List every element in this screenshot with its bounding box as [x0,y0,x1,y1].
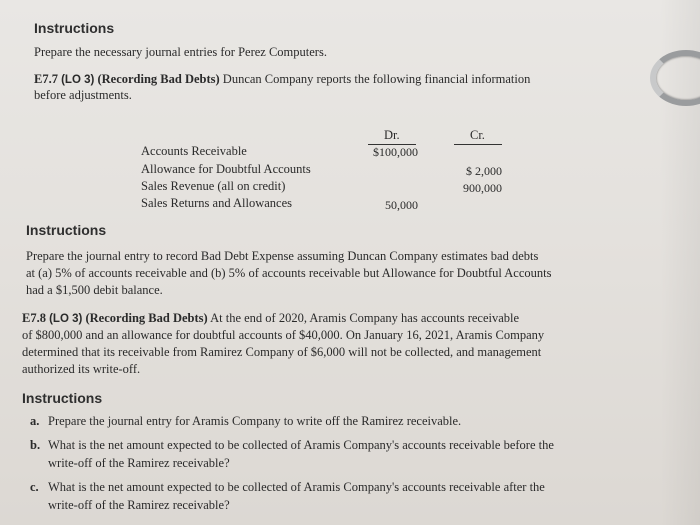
list-item-c-line2: write-off of the Ramirez receivable? [48,498,230,512]
list-item-c [30,478,545,496]
list-item-b-line2: write-off of the Ramirez receivable? [48,456,230,470]
exercise-number: E7.7 [34,72,58,86]
exercise-text: Duncan Company reports the following financial information [222,72,531,86]
e78-text-line3: determined that its receivable from Ramirez Company of $6,000 will not be collected, and management [22,345,542,359]
list-text: What is the net amount expected to be collected of Aramis Company's accounts receivable before the [48,438,554,452]
e77-instructions-line1: Prepare the journal entry to record Bad Debt Expense assuming Duncan Company estimates bad debts [26,249,539,263]
cr-header-rule [454,144,502,145]
top-instructions-text: Prepare the necessary journal entries for Perez Computers. [34,45,327,59]
account-row-0: Accounts Receivable [141,144,247,158]
learning-objective: (LO 3) [49,313,83,325]
dr-header: Dr. [384,128,400,142]
e77-instructions-heading: Instructions [26,222,107,238]
list-text: What is the net amount expected to be collected of Aramis Company's accounts receivable after the [48,480,545,494]
exercise-title: (Recording Bad Debts) [85,311,208,325]
account-row-3: Sales Returns and Allowances [141,196,293,210]
list-letter: c. [30,480,39,494]
list-letter: b. [30,438,41,452]
dr-value-3: 50,000 [385,198,418,212]
top-instructions-heading: Instructions [34,20,115,36]
exercise-number: E7.8 [22,311,46,325]
e78-text-line2: of $800,000 and an allowance for doubtful accounts of $40,000. On January 16, 2021, Aramis Company [22,328,545,342]
dr-value-0: $100,000 [373,145,418,159]
account-row-2: Sales Revenue (all on credit) [141,179,286,193]
e77-instructions-line2: at (a) 5% of accounts receivable and (b) 5% of accounts receivable but Allowance for Doubtful Accounts [26,266,552,280]
account-row-1: Allowance for Doubtful Accounts [141,162,311,176]
learning-objective: (LO 3) [61,74,95,86]
cr-value-2: 900,000 [463,181,502,195]
list-text: Prepare the journal entry for Aramis Company to write off the Ramirez receivable. [48,414,462,428]
list-item-a [30,412,461,430]
exercise-text-line2: before adjustments. [34,88,132,102]
binder-ring [650,50,700,106]
exercise-text: At the end of 2020, Aramis Company has accounts receivable [210,311,520,325]
e77-instructions-line3: had a $1,500 debit balance. [26,283,163,297]
cr-header: Cr. [470,128,485,142]
list-item-b [30,436,554,454]
e78-text-line4: authorized its write-off. [22,362,141,376]
cr-value-1: $ 2,000 [466,164,502,178]
exercise-title: (Recording Bad Debts) [97,72,220,86]
list-letter: a. [30,414,40,428]
e78-instructions-heading: Instructions [22,390,103,406]
